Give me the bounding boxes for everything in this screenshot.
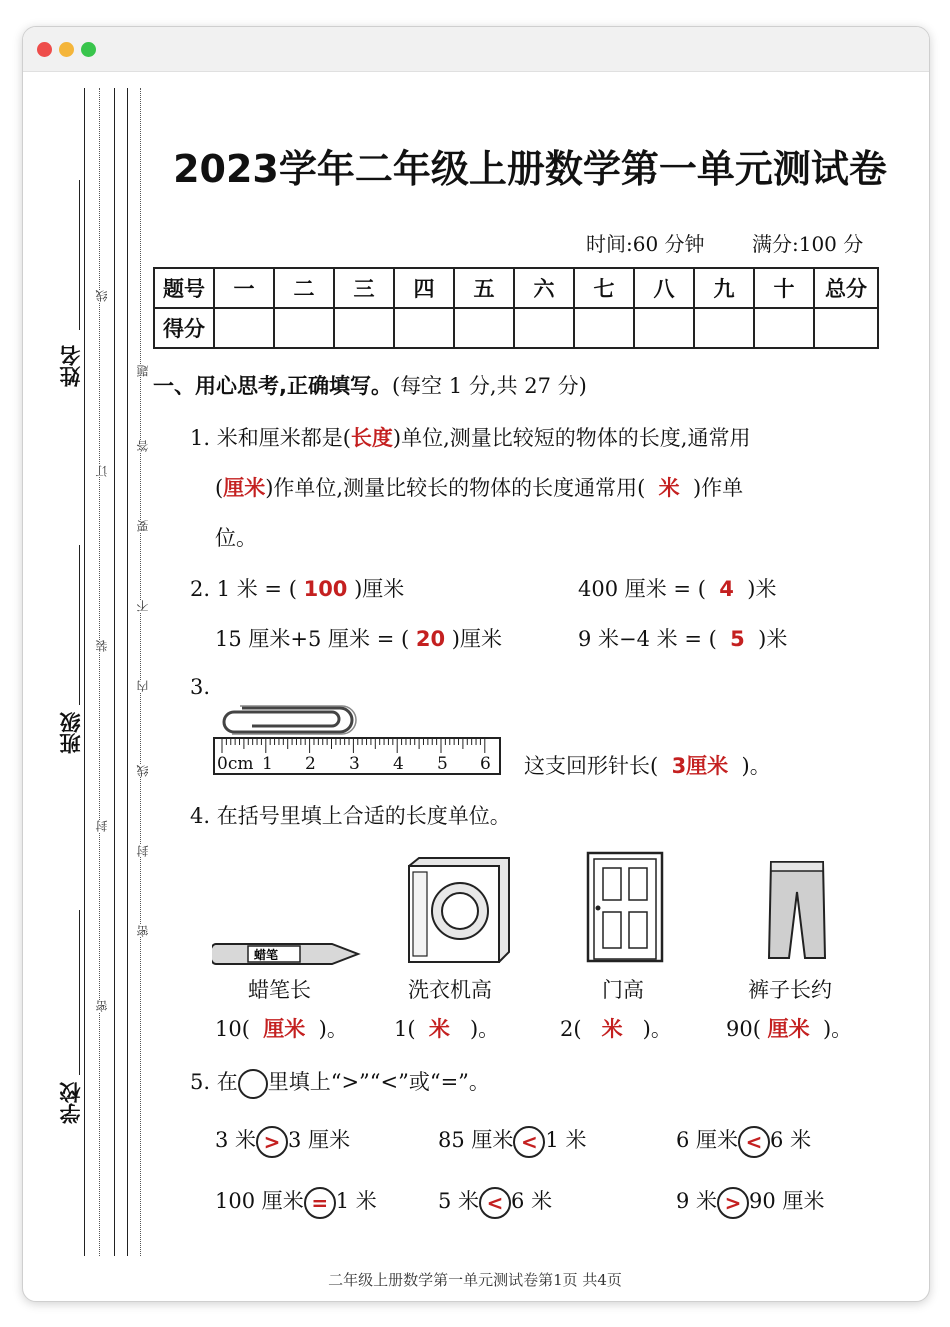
q4-text: 10( (215, 1017, 250, 1041)
score-cell[interactable] (334, 308, 394, 348)
ruler-label: 6 (480, 754, 491, 774)
seal-char: 内 (136, 680, 150, 692)
q1-line-2 (215, 472, 743, 502)
seal-char: 线 (95, 290, 109, 302)
q4-answer (560, 1013, 672, 1043)
q4-answer (215, 1013, 348, 1043)
score-cell[interactable] (754, 308, 814, 348)
q5-right: 6 米 (511, 1189, 553, 1213)
seal-char: 订 (95, 465, 109, 477)
q5-right: 3 厘米 (288, 1128, 351, 1152)
score-cell[interactable] (394, 308, 454, 348)
q5-item (215, 1124, 350, 1158)
table-cell: 五 (454, 268, 514, 308)
score-table (153, 267, 879, 349)
q5-right: 1 米 (335, 1189, 377, 1213)
q4-caption: 裤子长约 (748, 978, 832, 1002)
q4-caption: 蜡笔长 (248, 978, 311, 1002)
seal-char: 答 (136, 440, 150, 452)
q5-left: 5 米 (438, 1189, 480, 1213)
q2-text: )米 (747, 577, 777, 601)
q5-right: 1 米 (545, 1128, 587, 1152)
q5-left: 6 厘米 (676, 1128, 739, 1152)
answer: 20 (415, 627, 446, 651)
table-cell: 七 (574, 268, 634, 308)
q5-left: 85 厘米 (438, 1128, 514, 1152)
ruler-label: 5 (437, 754, 448, 774)
q5-item (215, 1185, 377, 1219)
q5-text: 5. 在 (190, 1070, 238, 1094)
table-cell: 得分 (154, 308, 214, 348)
seal-char: 线 (136, 765, 150, 777)
school-label: 学校 (59, 1082, 83, 1124)
binding-dotted-line-2 (140, 88, 141, 1256)
section-heading (153, 370, 587, 400)
q2-text: 15 厘米+5 厘米 = ( (215, 627, 410, 651)
compare-symbol: < (738, 1126, 770, 1158)
table-cell: 十 (754, 268, 814, 308)
q2-a (190, 573, 404, 603)
ruler-label: 4 (393, 754, 404, 774)
class-blank (79, 545, 80, 705)
q2-c (215, 623, 502, 653)
q5-right: 6 米 (770, 1128, 812, 1152)
q1-text: )作单位,测量比较长的物体的长度通常用( (265, 476, 646, 500)
seal-char: 不 (136, 600, 150, 612)
q4-text: 1( (394, 1017, 416, 1041)
ruler-paperclip-figure (212, 698, 504, 778)
crayon-icon (212, 940, 362, 968)
compare-symbol: > (717, 1187, 749, 1219)
q2-text: 400 厘米 = ( (578, 577, 706, 601)
q5-item (438, 1185, 552, 1219)
binding-line-3 (127, 88, 128, 1256)
q5-text: 里填上“>”“<”或“=”。 (267, 1070, 490, 1094)
door-icon (585, 850, 665, 964)
compare-symbol: < (513, 1126, 545, 1158)
answer: 4 (719, 577, 734, 601)
q5-prompt (190, 1066, 490, 1099)
q4-text: 90( (726, 1017, 761, 1041)
q4-text: )。 (469, 1017, 500, 1041)
section-title: 一、用心思考,正确填写。 (153, 374, 392, 398)
answer: 厘米 (263, 1017, 306, 1041)
table-cell: 三 (334, 268, 394, 308)
q4-text: )。 (318, 1017, 348, 1041)
page-title: 2023学年二年级上册数学第一单元测试卷 (173, 147, 887, 191)
q1-line-3: 位。 (215, 526, 257, 550)
compare-symbol: > (256, 1126, 288, 1158)
compare-symbol: < (479, 1187, 511, 1219)
q5-item (676, 1124, 811, 1158)
table-cell: 一 (214, 268, 274, 308)
seal-char: 密 (95, 1000, 109, 1012)
q4-text: )。 (822, 1017, 853, 1041)
page-footer: 二年级上册数学第一单元测试卷第1页 共4页 (328, 1271, 622, 1289)
table-cell: 总分 (814, 268, 878, 308)
q4-text: )。 (642, 1017, 672, 1041)
q2-text: 2. 1 米 = ( (190, 577, 297, 601)
washing-machine-icon (405, 856, 511, 964)
q2-text: )厘米 (451, 627, 502, 651)
answer: 长度 (350, 426, 393, 450)
score-cell[interactable] (694, 308, 754, 348)
seal-char: 封 (136, 845, 150, 857)
score-cell[interactable] (274, 308, 334, 348)
time-info: 时间:60 分钟 (586, 232, 705, 256)
empty-circle-icon (238, 1069, 268, 1099)
q1-text: )单位,测量比较短的物体的长度,通常用 (392, 426, 751, 450)
paperclip-icon (224, 706, 356, 734)
seal-char: 封 (95, 820, 109, 832)
crayon-label: 蜡笔 (254, 948, 279, 962)
answer: 米 (658, 476, 680, 500)
seal-char: 装 (95, 640, 109, 652)
q1-text: 1. 米和厘米都是( (190, 426, 351, 450)
q1-line-1 (190, 422, 750, 452)
q2-b (578, 573, 776, 603)
binding-line-2 (114, 88, 115, 1256)
q5-left: 9 米 (676, 1189, 718, 1213)
table-cell: 四 (394, 268, 454, 308)
q4-answer (394, 1013, 499, 1043)
answer: 5 (730, 627, 745, 651)
table-cell: 二 (274, 268, 334, 308)
table-cell: 题号 (154, 268, 214, 308)
score-cell[interactable] (814, 308, 878, 348)
compare-symbol: = (304, 1187, 336, 1219)
q4-caption: 洗衣机高 (408, 978, 492, 1002)
score-table-header-row (154, 268, 878, 308)
seal-char: 题 (136, 365, 150, 377)
answer: 米 (601, 1017, 623, 1041)
q1-text: ( (215, 476, 224, 500)
score-cell[interactable] (214, 308, 274, 348)
q1-text: )作单 (692, 476, 744, 500)
q4-caption: 门高 (602, 978, 644, 1002)
score-cell[interactable] (634, 308, 694, 348)
answer: 3厘米 (671, 754, 729, 778)
q4-prompt: 4. 在括号里填上合适的长度单位。 (190, 804, 511, 828)
ruler-label: 1 (262, 754, 273, 774)
ruler-label: 0cm (217, 754, 254, 774)
ruler-label: 3 (349, 754, 360, 774)
q5-item (438, 1124, 586, 1158)
answer: 米 (428, 1017, 450, 1041)
trousers-icon (765, 858, 829, 962)
table-cell: 八 (634, 268, 694, 308)
binding-line-1 (84, 88, 85, 1256)
score-cell[interactable] (454, 308, 514, 348)
name-label: 姓名 (59, 345, 83, 387)
q3-text: 这支回形针长( (524, 754, 659, 778)
q5-right: 90 厘米 (749, 1189, 825, 1213)
q4-text: 2( (560, 1017, 582, 1041)
full-score-info: 满分:100 分 (752, 232, 864, 256)
q3-text: )。 (741, 754, 771, 778)
q5-left: 100 厘米 (215, 1189, 304, 1213)
score-cell[interactable] (514, 308, 574, 348)
table-cell: 六 (514, 268, 574, 308)
q3-number: 3. (190, 675, 211, 699)
q2-text: 9 米−4 米 = ( (578, 627, 717, 651)
binding-dotted-line-1 (99, 88, 100, 1256)
score-cell[interactable] (574, 308, 634, 348)
class-label: 班级 (59, 712, 83, 754)
section-note: (每空 1 分,共 27 分) (391, 374, 587, 398)
q2-d (578, 623, 787, 653)
school-blank (79, 910, 80, 1075)
seal-char: 要 (136, 520, 150, 532)
table-cell: 九 (694, 268, 754, 308)
score-table-score-row (154, 308, 878, 348)
seal-char: 密 (136, 925, 150, 937)
answer: 厘米 (767, 1017, 810, 1041)
q2-text: )米 (758, 627, 788, 651)
name-blank (79, 180, 80, 330)
q2-text: )厘米 (354, 577, 405, 601)
answer: 100 (303, 577, 348, 601)
ruler-label: 2 (305, 754, 316, 774)
q3-answer-line (524, 750, 771, 780)
q5-left: 3 米 (215, 1128, 257, 1152)
q4-answer (726, 1013, 852, 1043)
q5-item (676, 1185, 824, 1219)
answer: 厘米 (223, 476, 266, 500)
